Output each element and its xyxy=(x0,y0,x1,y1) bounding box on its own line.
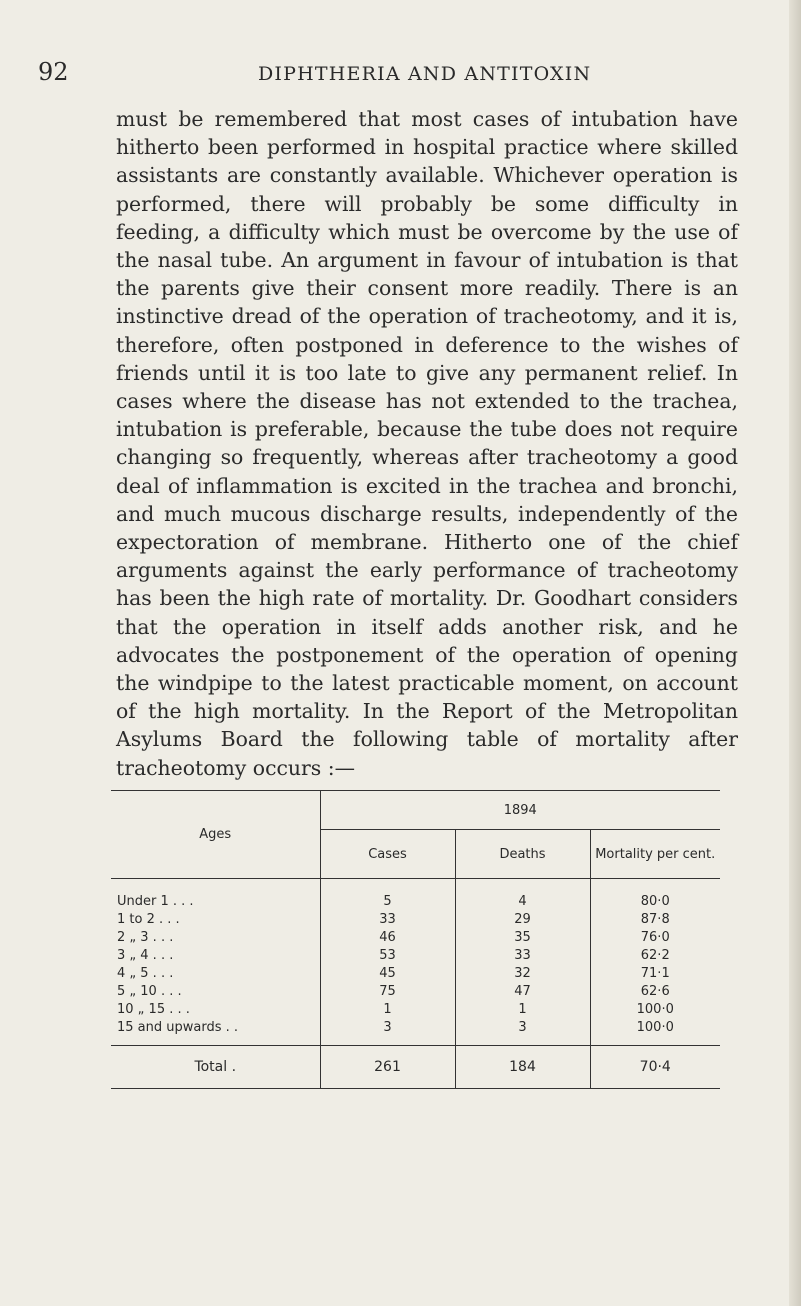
total-cases: 261 xyxy=(320,1046,455,1089)
page-number: 92 xyxy=(38,58,69,86)
total-label: Total . xyxy=(111,1046,320,1089)
mortality-table xyxy=(111,790,720,1089)
table-row xyxy=(111,1001,720,1019)
total-deaths: 184 xyxy=(455,1046,590,1089)
table-row xyxy=(111,929,720,947)
table-row xyxy=(111,947,720,965)
age-cell: 4 „ 5 . . . xyxy=(111,965,320,983)
deaths-header: Deaths xyxy=(455,830,590,879)
age-cell: 1 to 2 . . . xyxy=(111,911,320,929)
cases-header: Cases xyxy=(320,830,455,879)
running-head: DIPHTHERIA AND ANTITOXIN xyxy=(258,63,592,85)
table-row xyxy=(111,879,720,912)
cases-cell: 75 xyxy=(320,983,455,1001)
scan-edge xyxy=(789,0,801,1306)
age-cell: Under 1 . . . xyxy=(111,879,320,912)
deaths-cell: 33 xyxy=(455,947,590,965)
age-cell: 3 „ 4 . . . xyxy=(111,947,320,965)
cases-cell: 3 xyxy=(320,1019,455,1046)
ages-header: Ages xyxy=(111,791,320,879)
deaths-cell: 4 xyxy=(455,879,590,912)
table-row xyxy=(111,1019,720,1046)
mortality-cell: 76·0 xyxy=(640,930,670,945)
cases-cell: 1 xyxy=(320,1001,455,1019)
year-header: 1894 xyxy=(320,791,720,830)
mortality-cell: 100·0 xyxy=(636,1020,674,1035)
mortality-cell: 62·6 xyxy=(640,984,670,999)
cases-cell: 45 xyxy=(320,965,455,983)
cases-cell: 53 xyxy=(320,947,455,965)
table-row xyxy=(111,911,720,929)
mortality-cell: 71·1 xyxy=(640,966,670,981)
cases-cell: 33 xyxy=(320,911,455,929)
table-row xyxy=(111,983,720,1001)
total-mortality: 70·4 xyxy=(590,1046,720,1089)
mortality-cell: 80·0 xyxy=(590,879,720,912)
mortality-cell: 62·2 xyxy=(640,948,670,963)
age-cell: 15 and upwards . . xyxy=(111,1019,320,1046)
deaths-cell: 3 xyxy=(455,1019,590,1046)
deaths-cell: 1 xyxy=(455,1001,590,1019)
deaths-cell: 29 xyxy=(455,911,590,929)
body-paragraph: must be remembered that most cases of intubation have hitherto been performed in hospital practice where skilled assistants are constantly available. Whichever operation is performed, there will probably be some difficulty in feeding, a difficulty which must be overcome by the use of the nasal tube. An argument in favour of intubation is that the parents give their consent more readily. There is an instinctive dread of the operation of tracheotomy, and it is, therefore, often postponed in deference to the wishes of friends until it is too late to give any permanent relief. In cases where the disease has not extended to the trachea, intubation is preferable, because the tube does not require changing so frequently, whereas after tracheotomy a good deal of inflammation is excited in the trachea and bronchi, and much mucous discharge results, independently of the expectoration of membrane. Hitherto one of the chief arguments against the early performance of tracheotomy has been the high rate of mortality. Dr. Goodhart considers that the operation in itself adds another risk, and he advocates the postponement of the operation of opening the windpipe to the latest practicable moment, on account of the high mortality. In the Report of the Metropolitan Asylums Board the following table of mortality after tracheotomy occurs :— xyxy=(116,107,738,780)
deaths-cell: 32 xyxy=(455,965,590,983)
mortality-header: Mortality per cent. xyxy=(590,830,720,879)
mortality-cell: 87·8 xyxy=(640,912,670,927)
cases-cell: 46 xyxy=(320,929,455,947)
age-cell: 5 „ 10 . . . xyxy=(111,983,320,1001)
mortality-cell: 100·0 xyxy=(636,1002,674,1017)
deaths-cell: 35 xyxy=(455,929,590,947)
age-cell: 2 „ 3 . . . xyxy=(111,929,320,947)
age-cell: 10 „ 15 . . . xyxy=(111,1001,320,1019)
table-row xyxy=(111,965,720,983)
cases-cell: 5 xyxy=(320,879,455,912)
total-row xyxy=(111,1046,720,1089)
deaths-cell: 47 xyxy=(455,983,590,1001)
